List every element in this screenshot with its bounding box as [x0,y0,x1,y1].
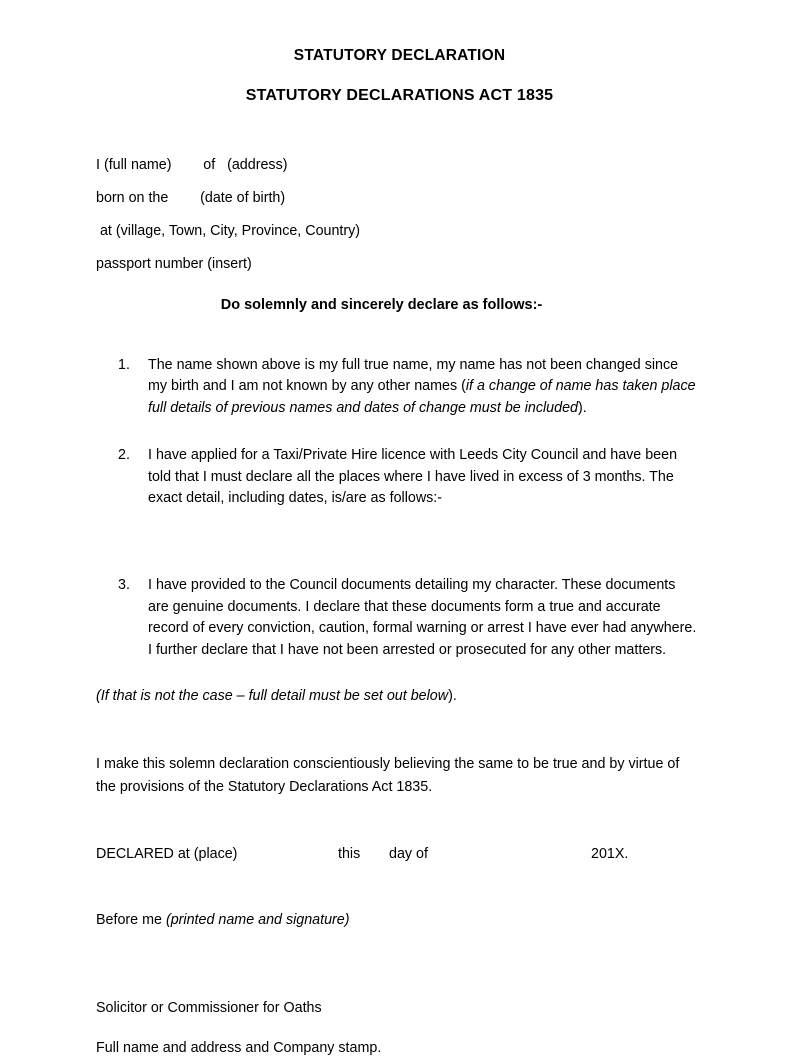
clause-number-3: 3. [118,577,130,594]
declared-this-label: this [338,846,361,863]
clause-item-1 [0,355,799,419]
clause-text-1-italic: if a change of name has taken place full details of previous names and dates of change must be included [148,378,696,416]
clause-item-2 [0,445,799,509]
before-me-line [0,866,799,928]
clause-text-2: I have applied for a Taxi/Private Hire licence with Leeds City Council and have been told that I must declare all the places where I have lived in excess of 3 months. The exact detail, including dates, is/are as follows:- [148,447,678,507]
clause-number-2: 2. [118,447,130,464]
before-me-italic-hint: (printed name and signature) [165,912,350,929]
declared-at-line [0,798,799,866]
solemn-declaration-paragraph: I make this solemn declaration conscientiously believing the same to be true and by virtue of the provisions of the Statutory Declarations Act 1835. [96,756,680,795]
declaration-heading: Do solemnly and sincerely declare as follows:- [220,297,543,313]
residence-history-writing-space [0,509,799,575]
clause-text-1-part-a: The name shown above is my full true name, my name has not been changed since my birth and I am not known by any other names ( [148,357,679,395]
clause-text-3: I have provided to the Council documents detailing my character. These documents are genuine documents. I declare that these documents form a true and accurate record of every conviction, caution, formal warning or arrest I have ever had anywhere. I further declare that I have not been arrested or prosecuted for any other matters. [148,577,697,658]
field-date-of-birth: born on the (date of birth) [96,190,286,206]
declared-day-of-label: day of [389,846,428,863]
declared-place-label: DECLARED at (place) [96,846,238,863]
commissioner-details-label: Full name and address and Company stamp. [96,1040,382,1056]
field-place-of-birth: at (village, Town, City, Province, Country) [96,223,361,239]
clause-number-1: 1. [118,357,130,373]
declarant-identity-block [0,105,799,281]
document-title-primary: STATUTORY DECLARATION [293,47,506,64]
clause-item-3 [0,575,799,661]
field-passport-number: passport number (insert) [96,256,252,272]
note-upright-text: ). [448,688,457,705]
declared-year-label: 201X. [591,846,629,863]
field-full-name-and-address: I (full name) of (address) [96,157,288,173]
clause-exception-note [0,661,799,707]
clause-text-1-part-b: ). [577,399,587,416]
note-italic-text: (If that is not the case – full detail must be set out below [96,688,449,705]
clause-spacer-1 [0,419,799,445]
document-title-act: STATUTORY DECLARATIONS ACT 1835 [245,87,554,104]
commissioner-role-label: Solicitor or Commissioner for Oaths [96,1000,322,1017]
declaration-clause-list [0,313,799,661]
before-me-prefix: Before me [96,912,166,929]
